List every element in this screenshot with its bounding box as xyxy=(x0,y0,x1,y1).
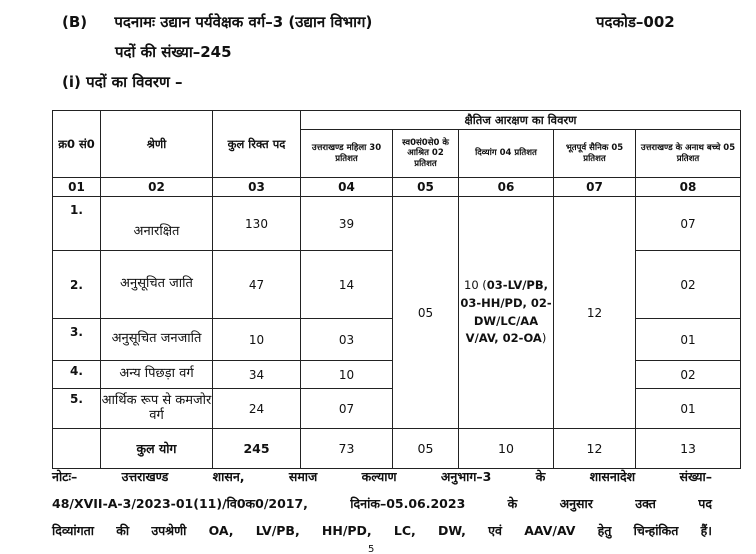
row-total: 130 xyxy=(213,197,301,251)
row-women: 39 xyxy=(301,197,393,251)
row-women: 07 xyxy=(301,389,393,429)
row-orphan: 02 xyxy=(636,361,741,389)
row-women: 03 xyxy=(301,319,393,361)
disabled-count-suffix: ) xyxy=(541,331,547,346)
section-label: (B) xyxy=(62,13,88,31)
row-total: 24 xyxy=(213,389,301,429)
col-number: 02 xyxy=(101,178,213,197)
row-category: आर्थिक रूप से कमजोर वर्ग xyxy=(101,389,213,429)
page-number: 5 xyxy=(368,544,375,554)
post-heading xyxy=(62,12,372,32)
post-count: पदों की संख्या–245 xyxy=(115,43,232,61)
total-row xyxy=(53,429,741,469)
header-horizontal-reservation: क्षैतिज आरक्षण का विवरण xyxy=(301,111,741,130)
merged-freedom-fighter: 05 xyxy=(393,197,459,429)
header-category: श्रेणी xyxy=(101,111,213,178)
row-women: 14 xyxy=(301,251,393,319)
row-women: 10 xyxy=(301,361,393,389)
post-name: पदनामः उद्यान पर्यवेक्षक वर्ग–3 (उद्यान विभाग) xyxy=(114,13,373,31)
row-orphan: 02 xyxy=(636,251,741,319)
total-vacancies: 245 xyxy=(213,429,301,469)
merged-ex-servicemen: 12 xyxy=(554,197,636,429)
total-empty-cell xyxy=(53,429,101,469)
post-code: पदकोड–002 xyxy=(596,13,675,31)
header-disabled: दिव्यांग 04 प्रतिशत xyxy=(459,130,554,178)
row-category: अनुसूचित जाति xyxy=(101,251,213,319)
total-ex-servicemen: 12 xyxy=(554,429,636,469)
total-women: 73 xyxy=(301,429,393,469)
note-line-1: नोटः– उत्तराखण्ड शासन, समाज कल्याण अनुभाग–3 के शासनादेश संख्या– xyxy=(52,469,712,484)
header-total-vacancies: कुल रिक्त पद xyxy=(213,111,301,178)
row-category: अन्य पिछड़ा वर्ग xyxy=(101,361,213,389)
col-number: 04 xyxy=(301,178,393,197)
row-sn: 1. xyxy=(53,197,101,251)
disabled-breakdown: 03-LV/PB, 03-HH/PD, 02-DW/LC/AA V/AV, 02-OA xyxy=(460,277,552,346)
vacancy-table xyxy=(52,110,741,469)
row-sn: 3. xyxy=(53,319,101,361)
row-category: अनुसूचित जनजाति xyxy=(101,319,213,361)
row-sn: 2. xyxy=(53,251,101,319)
row-total: 47 xyxy=(213,251,301,319)
total-orphan: 13 xyxy=(636,429,741,469)
col-number: 05 xyxy=(393,178,459,197)
note-line-3: दिव्यांगता की उपश्रेणी OA, LV/PB, HH/PD, LC, DW, एवं AAV/AV हेतु चिन्हांकित हैं। xyxy=(52,523,712,538)
row-sn: 4. xyxy=(53,361,101,389)
total-label: कुल योग xyxy=(101,429,213,469)
total-freedom-fighter: 05 xyxy=(393,429,459,469)
note-line-2: 48/XVII-A-3/2023-01(11)/वि0क0/2017, दिनांक–05.06.2023 के अनुसार उक्त पद xyxy=(52,496,712,511)
subsection-title: (i) पदों का विवरण – xyxy=(62,73,183,91)
table-row xyxy=(53,197,741,251)
row-sn: 5. xyxy=(53,389,101,429)
row-orphan: 01 xyxy=(636,389,741,429)
disabled-count-prefix: 10 ( xyxy=(464,277,487,292)
row-category: अनारक्षित xyxy=(101,197,213,251)
row-orphan: 07 xyxy=(636,197,741,251)
row-orphan: 01 xyxy=(636,319,741,361)
header-orphan: उत्तराखण्ड के अनाथ बच्चे 05 प्रतिशत xyxy=(636,130,741,178)
header-women: उत्तराखण्ड महिला 30 प्रतिशत xyxy=(301,130,393,178)
col-number: 06 xyxy=(459,178,554,197)
header-freedom-fighter: स्व0सं0से0 के आश्रित 02 प्रतिशत xyxy=(393,130,459,178)
row-total: 10 xyxy=(213,319,301,361)
header-ex-servicemen: भूतपूर्व सैनिक 05 प्रतिशत xyxy=(554,130,636,178)
col-number: 03 xyxy=(213,178,301,197)
merged-disabled xyxy=(459,197,554,429)
total-disabled: 10 xyxy=(459,429,554,469)
header-sn: क्र0 सं0 xyxy=(53,111,101,178)
row-total: 34 xyxy=(213,361,301,389)
col-number: 07 xyxy=(554,178,636,197)
col-number: 08 xyxy=(636,178,741,197)
col-number: 01 xyxy=(53,178,101,197)
